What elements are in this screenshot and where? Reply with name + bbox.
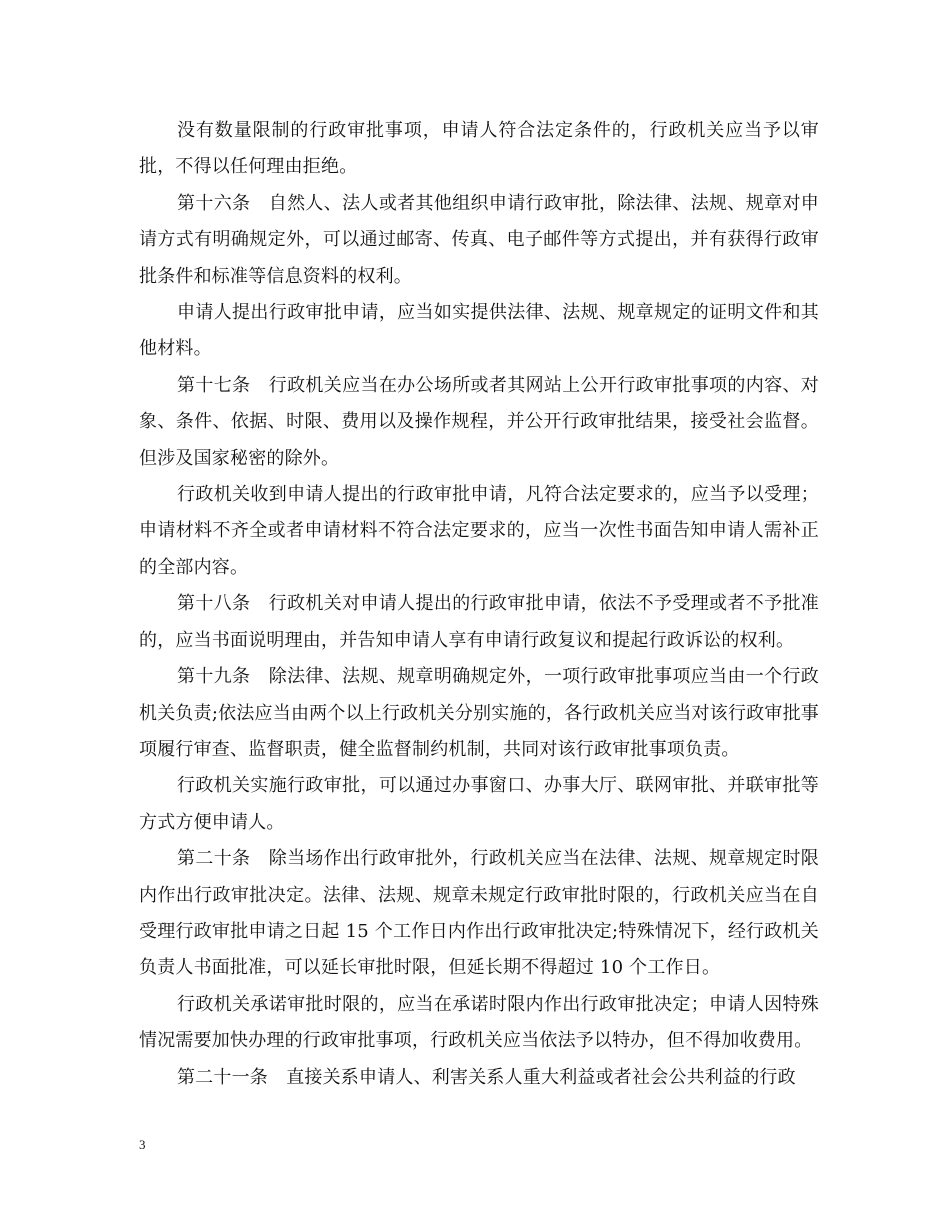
- page-number: 3: [139, 1137, 146, 1152]
- paragraph-6: 第十八条 行政机关对申请人提出的行政审批申请，依法不予受理或者不予批准的，应当书面说明理由，并告知申请人享有申请行政复议和提起行政诉讼的权利。: [139, 593, 819, 651]
- document-body: [139, 113, 819, 1096]
- paragraph-1: 没有数量限制的行政审批事项，申请人符合法定条件的，行政机关应当予以审批，不得以任何理由拒绝。: [139, 120, 819, 178]
- paragraph-10: 行政机关承诺审批时限的，应当在承诺时限内作出行政审批决定；申请人因特殊情况需要加快办理的行政审批事项，行政机关应当依法予以特办，但不得加收费用。: [139, 993, 819, 1052]
- paragraph-11: 第二十一条 直接关系申请人、利害关系人重大利益或者社会公共利益的行政: [177, 1066, 796, 1088]
- paragraph-3: 申请人提出行政审批申请，应当如实提供法律、法规、规章规定的证明文件和其他材料。: [139, 302, 819, 360]
- paragraph-9: 第二十条 除当场作出行政审批外，行政机关应当在法律、法规、规章规定时限内作出行政审批决定。法律、法规、规章未规定行政审批时限的，行政机关应当在自受理行政审批申请之日起 15 个工作日内作出行政审批决定;特殊情况下，经行政机关负责人书面批准，可以延长审批时限，但延长期不得超过 10 个工作日。: [139, 848, 819, 979]
- paragraph-5: 行政机关收到申请人提出的行政审批申请，凡符合法定要求的，应当予以受理；申请材料不齐全或者申请材料不符合法定要求的，应当一次性书面告知申请人需补正的全部内容。: [139, 484, 819, 578]
- paragraph-8: 行政机关实施行政审批，可以通过办事窗口、办事大厅、联网审批、并联审批等方式方便申请人。: [139, 775, 819, 833]
- paragraph-4: 第十七条 行政机关应当在办公场所或者其网站上公开行政审批事项的内容、对象、条件、依据、时限、费用以及操作规程，并公开行政审批结果，接受社会监督。但涉及国家秘密的除外。: [139, 374, 819, 469]
- paragraph-2: 第十六条 自然人、法人或者其他组织申请行政审批，除法律、法规、规章对申请方式有明确规定外，可以通过邮寄、传真、电子邮件等方式提出，并有获得行政审批条件和标准等信息资料的权利。: [139, 192, 819, 287]
- paragraph-7: 第十九条 除法律、法规、规章明确规定外，一项行政审批事项应当由一个行政机关负责;依法应当由两个以上行政机关分别实施的，各行政机关应当对该行政审批事项履行审查、监督职责，健全监督制约机制，共同对该行政审批事项负责。: [139, 666, 819, 760]
